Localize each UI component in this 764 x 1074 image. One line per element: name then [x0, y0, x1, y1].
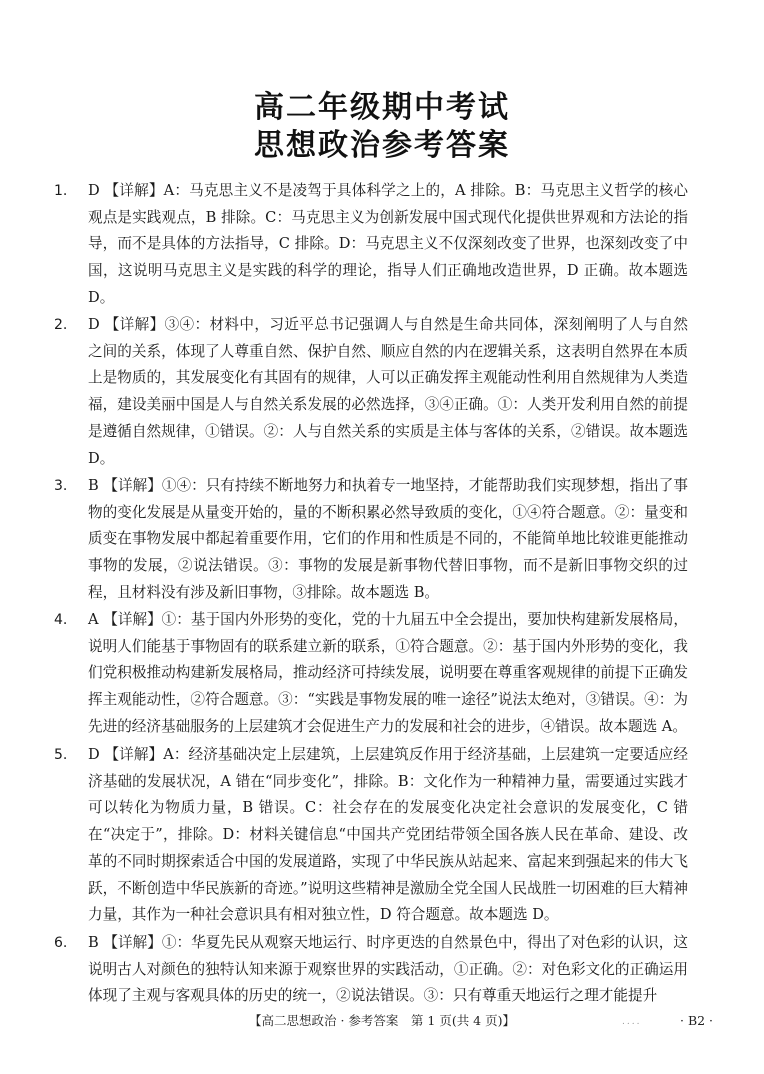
answer-number: 4. — [54, 612, 68, 628]
answer-text: A 【详解】①：基于国内外形势的变化，党的十九届五中全会提出，要加快构建新发展格局，说明人们能基于事物固有的联系建立新的联系，①符合题意。②：基于国内外形势的变化，我们党积极推动构建新发展格局，推动经济可持续发展，说明要在尊重客观规律的前提下正确发挥主观能动性，②符合题意。③：“实践是事物发展的唯一途径”说法太绝对，③错误。④：为先进的经济基础服务的上层建筑才会促进生产力的发展和社会的进步，④错误。故本题选 A。 — [88, 611, 688, 735]
answer-text: D 【详解】③④：材料中，习近平总书记强调人与自然是生命共同体，深刻阐明了人与自然之间的关系，体现了人尊重自然、保护自然、顺应自然的内在逻辑关系，这表明自然界在本质上是物质的，其发展变化有其固有的规律，人可以正确发挥主观能动性利用自然规律为人类造福，建设美丽中国是人与自然关系发展的必然选择，③④正确。①：人类开发利用自然的前提是遵循自然规律，①错误。②：人与自然关系的实质是主体与客体的关系，②错误。故本题选 D。 — [88, 316, 688, 467]
answer-number: 6. — [54, 935, 68, 951]
answer-number: 1. — [54, 183, 68, 199]
answer-item — [54, 607, 688, 741]
answer-item — [54, 742, 688, 929]
answer-item — [54, 473, 688, 607]
answer-text: B 【详解】①：华夏先民从观察天地运行、时序更迭的自然景色中，得出了对色彩的认识，这说明古人对颜色的独特认知来源于观察世界的实践活动，①正确。②：对色彩文化的正确运用体现了主观与客观具体的历史的统一，②说法错误。③：只有尊重天地运行之理才能提升 — [88, 934, 688, 1005]
page-footer: 【高二思想政治 · 参考答案 第 1 页(共 4 页)】 — [249, 1013, 515, 1028]
answer-text: D 【详解】A：马克思主义不是凌驾于具体科学之上的，A 排除。B：马克思主义哲学的核心观点是实践观点，B 排除。C：马克思主义为创新发展中国式现代化提供世界观和方法论的指导，而不是具体的方法指导，C 排除。D：马克思主义不仅深刻改变了世界，也深刻改变了中国，这说明马克思主义是实践的科学的理论，指导人们正确地改造世界，D 正确。故本题选 D。 — [88, 182, 688, 306]
answer-text: B 【详解】①④：只有持续不断地努力和执着专一地坚持，才能帮助我们实现梦想，指出了事物的变化发展是从量变开始的，量的不断积累必然导致质的变化，①④符合题意。②：量变和质变在事物发展中都起着重要作用，它们的作用和性质是不同的，不能简单地比较谁更能推动事物的发展，②说法错误。③：事物的发展是新事物代替旧事物，而不是新旧事物交织的过程，且材料没有涉及新旧事物，③排除。故本题选 B。 — [88, 477, 688, 601]
answer-number: 3. — [54, 478, 68, 494]
page-title-line-1: 高二年级期中考试 — [254, 90, 510, 125]
answer-item — [54, 930, 688, 1010]
page-title-line-2: 思想政治参考答案 — [254, 128, 510, 163]
answer-text: D 【详解】A：经济基础决定上层建筑，上层建筑反作用于经济基础，上层建筑一定要适应经济基础的发展状况，A 错在“同步变化”，排除。B：文化作为一种精神力量，需要通过实践才可以转化为物质力量，B 错误。C：社会存在的发展变化决定社会意识的发展变化，C 错在“决定于”，排除。D：材料关键信息“中国共产党团结带领全国各族人民在革命、建设、改革的不同时期探索适合中国的发展道路，实现了中华民族从站起来、富起来到强起来的伟大飞跃，不断创造中华民族新的奇迹。”说明这些精神是激励全党全国人民战胜一切困难的巨大精神力量，其作为一种社会意识具有相对独立性，D 符合题意。故本题选 D。 — [88, 746, 688, 924]
page-code: · B2 · — [680, 1013, 714, 1028]
answer-item — [54, 178, 688, 312]
answer-number: 5. — [54, 747, 68, 763]
answer-number: 2. — [54, 317, 68, 333]
scan-dots: .... — [622, 1017, 642, 1027]
answer-item — [54, 312, 688, 472]
